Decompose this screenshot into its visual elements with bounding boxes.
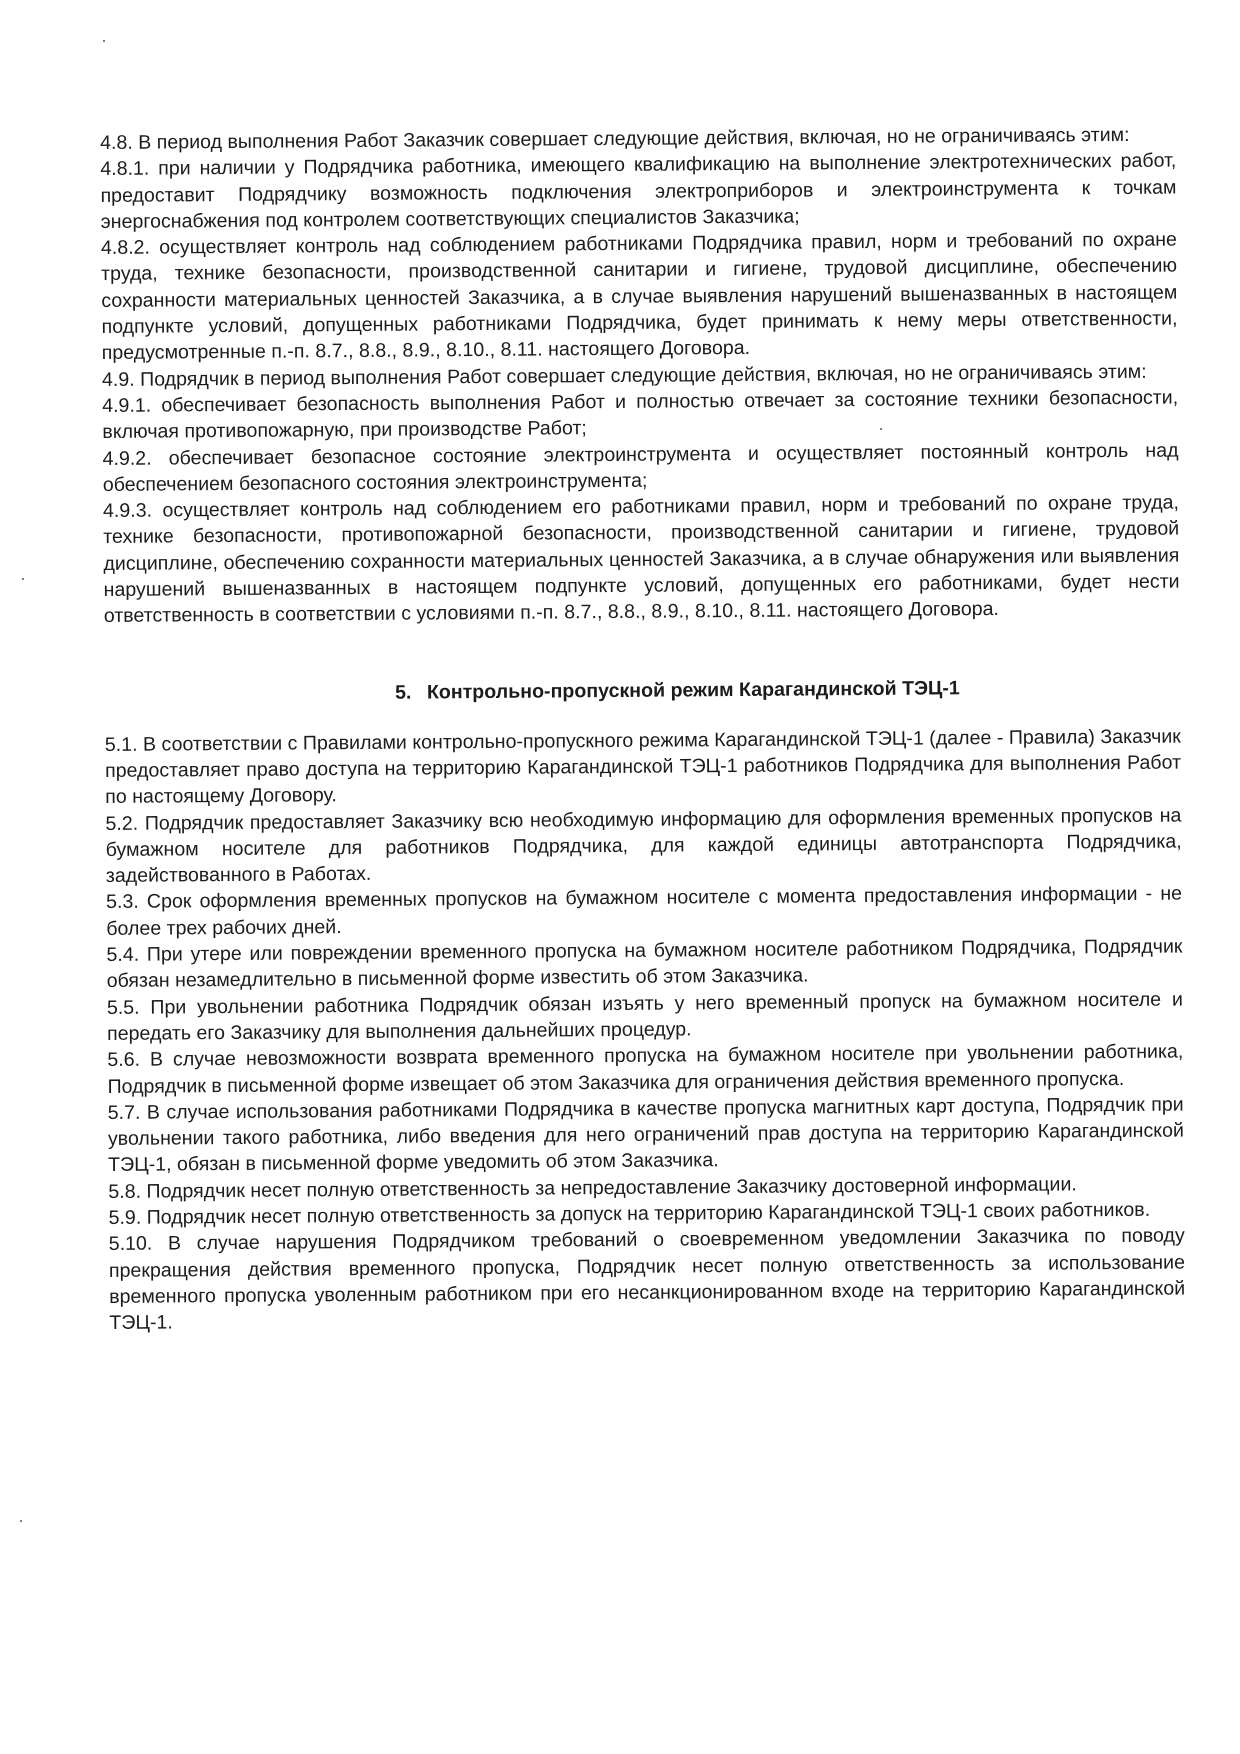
- clause-4-8-1: 4.8.1. при наличии у Подрядчика работника, имеющего квалификацию на выполнение электротехнических работ, предоставит Подрядчику возможность подключения электроприборов и электроинструмента к точкам энергоснабжения под контролем соответствующих специалистов Заказчика;: [100, 149, 1177, 233]
- clause-4-9: 4.9. Подрядчик в период выполнения Работ совершает следующие действия, включая, но не ограничиваясь этим:: [101, 360, 1147, 391]
- section-5-heading: [104, 673, 1180, 707]
- section-4-clauses: [100, 122, 1180, 630]
- scan-speck: [20, 1520, 22, 1522]
- clause-4-9-3: 4.9.3. осуществляет контроль над соблюдением его работниками правил, норм и требований по охране труда, технике безопасности, противопожарной безопасности, производственной санитарии и гигиене, трудовой дисциплине, обеспечению сохранности материальных ценностей Заказчика, а в случае обнаружения или выявления нарушений вышеназванных в настоящем подпункте условий, допущенных его работниками, будет нести ответственность в соответствии с условиями п.-п. 8.7., 8.8., 8.9., 8.10., 8.11. настоящего Договора.: [102, 491, 1180, 628]
- section-title: Контрольно-пропускной режим Карагандинской ТЭЦ-1: [426, 676, 960, 704]
- document-body: [100, 122, 1185, 1337]
- scan-speck: [22, 578, 24, 580]
- clause-4-9-1: 4.9.1. обеспечивает безопасность выполнения Работ и полностью отвечает за состояние техники безопасности, включая противопожарную, при производстве Работ;: [102, 386, 1179, 444]
- clause-5-4: 5.4. При утере или повреждении временного пропуска на бумажном носителе работником Подрядчика, Подрядчик обязан незамедлительно в письменной форме известить об этом Заказчика.: [106, 935, 1183, 993]
- clause-5-7: 5.7. В случае использования работниками Подрядчика в качестве пропуска магнитных карт доступа, Подрядчик при увольнении такого работника, либо введения для него ограничений прав доступа на территорию Карагандинской ТЭЦ-1, обязан в письменной форме уведомить об этом Заказчика.: [107, 1093, 1184, 1177]
- clause-5-6: 5.6. В случае невозможности возврата временного пропуска на бумажном носителе при увольнении работника, Подрядчик в письменной форме извещает об этом Заказчика для ограничения действия временного пропуска.: [107, 1040, 1184, 1098]
- clause-5-5: 5.5. При увольнении работника Подрядчик обязан изъять у него временный пропуск на бумажном носителе и передать его Заказчику для выполнения дальнейших процедур.: [106, 988, 1183, 1045]
- clause-5-10: 5.10. В случае нарушения Подрядчиком требований о своевременном уведомлении Заказчика по поводу прекращения действия временного пропуска, Подрядчик несет полную ответственность за использование временного пропуска уволенным работником при его несанкционированном входе на территорию Карагандинской ТЭЦ-1.: [108, 1224, 1186, 1335]
- clause-5-9: 5.9. Подрядчик несет полную ответственность за допуск на территорию Карагандинской ТЭЦ-1 своих работников.: [108, 1198, 1151, 1229]
- scan-speck: [103, 40, 105, 42]
- clause-5-8: 5.8. Подрядчик несет полную ответственность за непредоставление Заказчику достоверной информации.: [108, 1173, 1077, 1203]
- clause-4-8-2: 4.8.2. осуществляет контроль над соблюдением работниками Подрядчика правил, норм и требований по охране труда, технике безопасности, производственной санитарии и гигиене, трудовой дисциплине, обеспечению сохранности материальных ценностей Заказчика, а в случае выявления нарушений вышеназванных в настоящем подпункте условий, допущенных работниками Подрядчика, будет принимать к нему меры ответственности, предусмотренные п.-п. 8.7., 8.8., 8.9., 8.10., 8.11. настоящего Договора.: [100, 228, 1178, 365]
- section-number: 5.: [395, 681, 412, 704]
- clause-4-8: 4.8. В период выполнения Работ Заказчик совершает следующие действия, включая, но не ограничиваясь этим:: [100, 123, 1130, 154]
- clause-5-2: 5.2. Подрядчик предоставляет Заказчику всю необходимую информацию для оформления временных пропусков на бумажном носителе для работников Подрядчика, для каждой единицы автотранспорта Подрядчика, задействованного в Работах.: [105, 804, 1182, 888]
- clause-5-1: 5.1. В соответствии с Правилами контрольно-пропускного режима Карагандинской ТЭЦ-1 (далее - Правила) Заказчик предоставляет право доступа на территорию Карагандинской ТЭЦ-1 работников Подрядчика для выполнения Работ по настоящему Договору.: [104, 725, 1182, 809]
- clause-4-9-2: 4.9.2. обеспечивает безопасное состояние электроинструмента и осуществляет постоянный контроль над обеспечением безопасного состояния электроинструмента;: [102, 439, 1179, 496]
- clause-5-3: 5.3. Срок оформления временных пропусков на бумажном носителе с момента предоставления информации - не более трех рабочих дней.: [105, 882, 1183, 940]
- section-5-clauses: [105, 723, 1186, 1336]
